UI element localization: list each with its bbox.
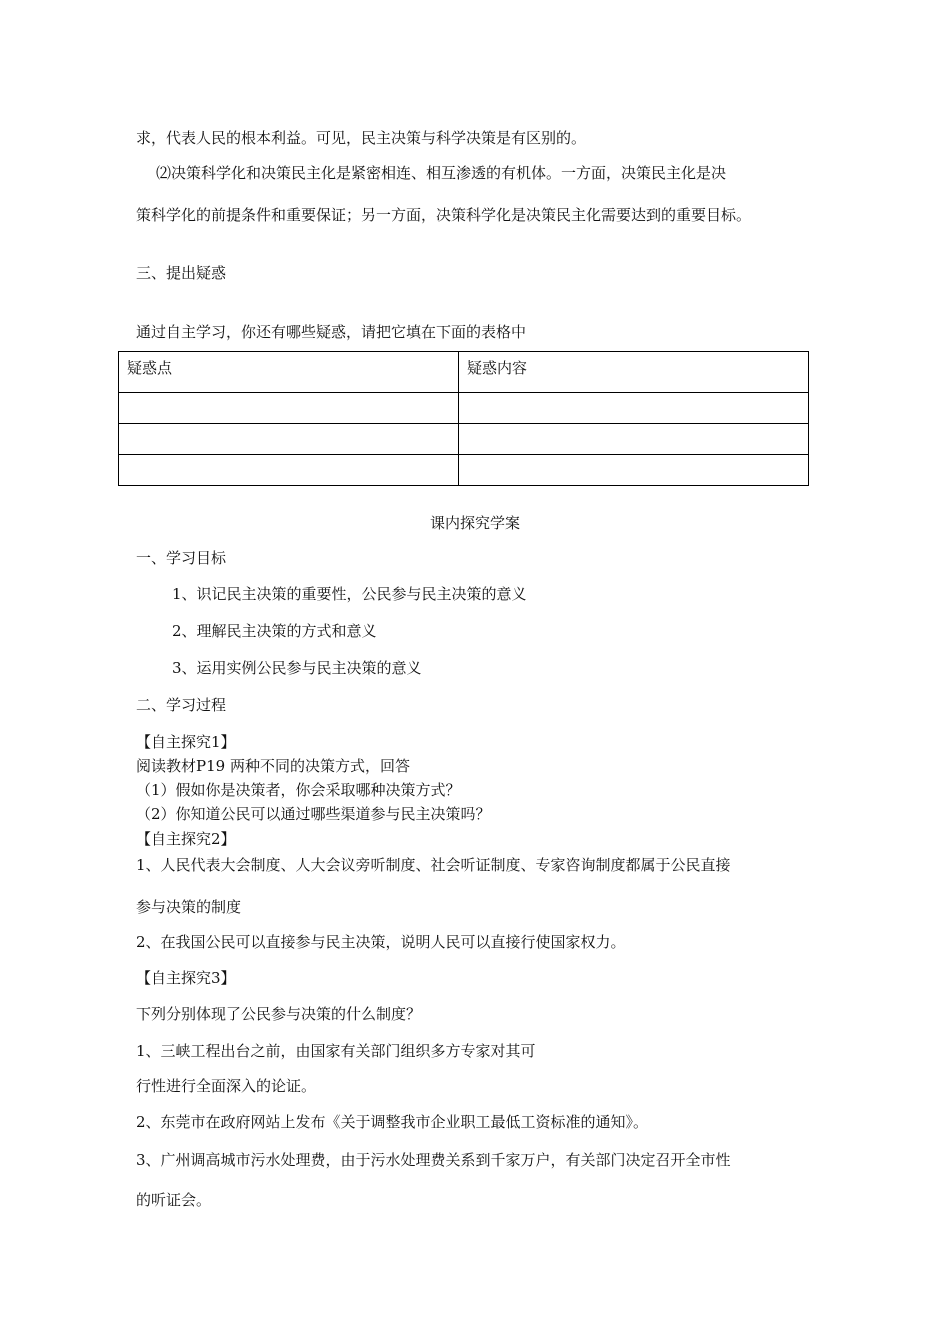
explore-line: 3、广州调高城市污水处理费，由于污水处理费关系到千家万户，有关部门决定召开全市性	[136, 1151, 731, 1169]
explore-line: 参与决策的制度	[136, 898, 242, 916]
goal-item: 2、理解民主决策的方式和意义	[172, 622, 377, 640]
table-cell[interactable]	[459, 424, 809, 455]
section-intro: 通过自主学习，你还有哪些疑惑，请把它填在下面的表格中	[136, 323, 527, 341]
explore-heading: 【自主探究3】	[136, 969, 236, 987]
goal-item: 1、识记民主决策的重要性，公民参与民主决策的意义	[172, 585, 527, 603]
goal-item: 3、运用实例公民参与民主决策的意义	[172, 659, 422, 677]
table-cell[interactable]	[459, 455, 809, 486]
explore-line: 行性进行全面深入的论证。	[136, 1077, 317, 1095]
paragraph-line: 策科学化的前提条件和重要保证；另一方面，决策科学化是决策民主化需要达到的重要目标。	[136, 206, 752, 224]
plan-title: 课内探究学案	[429, 514, 520, 532]
table-cell[interactable]	[459, 393, 809, 424]
explore-line: 1、三峡工程出台之前，由国家有关部门组织多方专家对其可	[136, 1042, 536, 1060]
explore-line: 2、在我国公民可以直接参与民主决策，说明人民可以直接行使国家权力。	[136, 933, 626, 951]
explore-line: 下列分别体现了公民参与决策的什么制度？	[136, 1005, 422, 1023]
goals-heading: 一、学习目标	[136, 549, 227, 567]
explore-line: （2）你知道公民可以通过哪些渠道参与民主决策吗？	[136, 805, 491, 823]
explore-heading: 【自主探究2】	[136, 830, 236, 848]
section-heading: 三、提出疑惑	[136, 264, 227, 282]
paragraph-line: 求，代表人民的根本利益。可见，民主决策与科学决策是有区别的。	[136, 129, 587, 147]
explore-line: 1、人民代表大会制度、人大会议旁听制度、社会听证制度、专家咨询制度都属于公民直接	[136, 856, 731, 874]
explore-line: （1）假如你是决策者，你会采取哪种决策方式？	[136, 781, 461, 799]
explore-line: 2、东莞市在政府网站上发布《关于调整我市企业职工最低工资标准的通知》。	[136, 1113, 649, 1131]
paragraph-line: ⑵决策科学化和决策民主化是紧密相连、相互渗透的有机体。一方面，决策民主化是决	[156, 164, 727, 182]
table-cell[interactable]	[119, 424, 459, 455]
table-header-cell: 疑惑内容	[459, 352, 809, 393]
explore-line: 阅读教材P19 两种不同的决策方式，回答	[136, 757, 410, 775]
table-cell[interactable]	[119, 393, 459, 424]
explore-line: 的听证会。	[136, 1191, 212, 1209]
process-heading: 二、学习过程	[136, 696, 227, 714]
table-header-cell: 疑惑点	[119, 352, 459, 393]
table-cell[interactable]	[119, 455, 459, 486]
doubt-table	[118, 351, 809, 486]
explore-heading: 【自主探究1】	[136, 733, 236, 751]
